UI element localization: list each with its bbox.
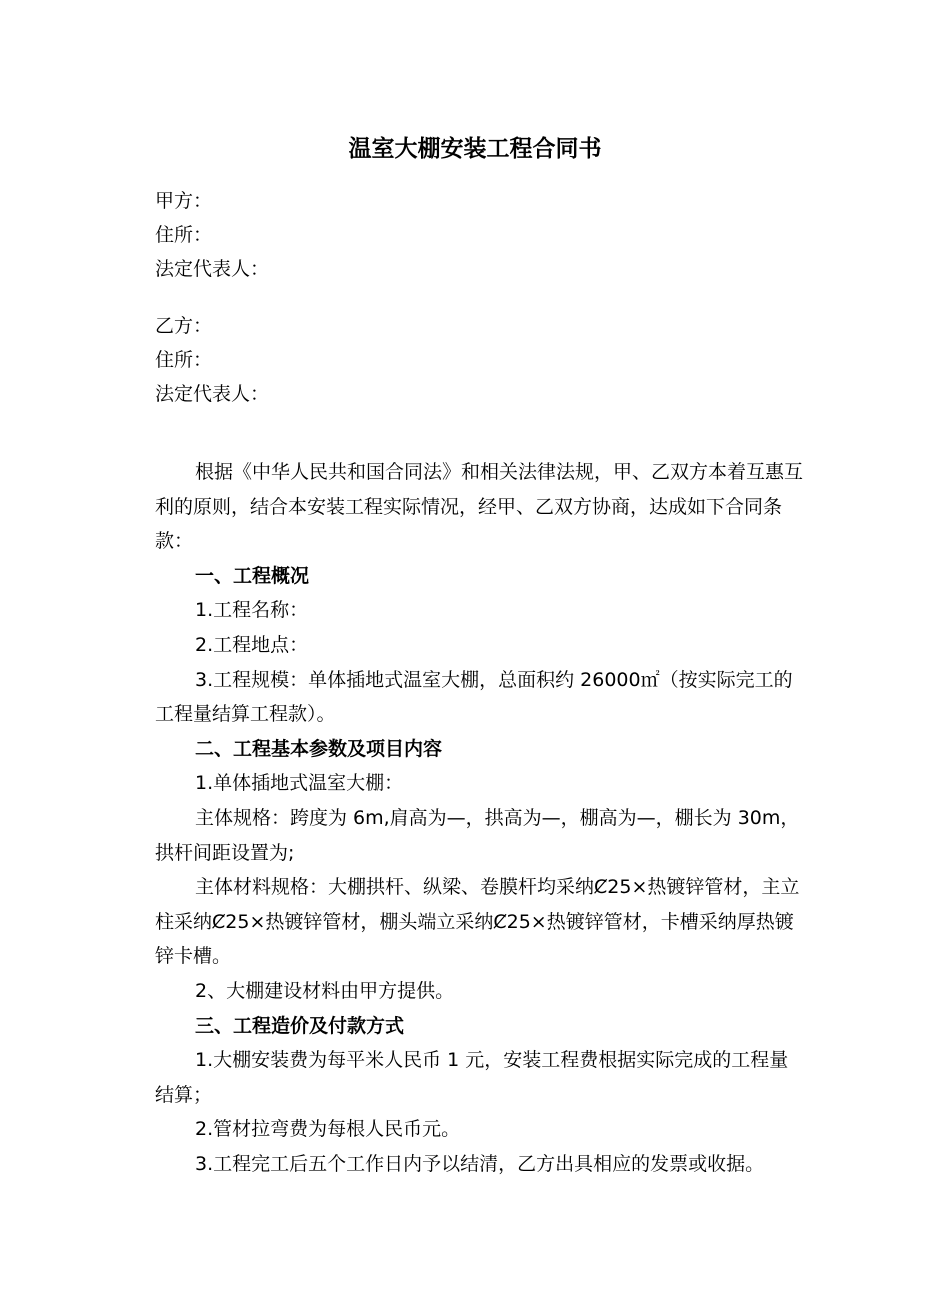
party-b-name-label: 乙方： (155, 315, 213, 337)
main-specification-paragraph: 主体规格：跨度为 6m,肩高为—，拱高为—，棚高为—，棚长为 30m，拱杆间距设置为; (155, 806, 800, 864)
project-name-item: 1.工程名称： (195, 599, 309, 622)
material-specification-paragraph: 主体材料规格：大棚拱杆、纵梁、卷膜杆均采纳Ȼ25×热镀锌管材，主立柱采纳Ȼ25×热镀锌管材，棚头端立采纳Ȼ25×热镀锌管材，卡槽采纳厚热镀锌卡槽。 (155, 876, 800, 968)
section-heading-payment: 三、工程造价及付款方式 (195, 1014, 405, 1037)
pipe-bending-fee-item: 2.管材拉弯费为每根人民币元。 (195, 1118, 461, 1141)
party-a-name-label: 甲方： (155, 190, 213, 212)
settlement-item: 3.工程完工后五个工作日内予以结清，乙方出具相应的发票或收据。 (195, 1152, 765, 1175)
party-a-address-label: 住所： (155, 224, 213, 246)
project-location-item: 2.工程地点： (195, 633, 309, 656)
material-supply-item: 2、大棚建设材料由甲方提供。 (195, 979, 455, 1002)
party-b-representative-label: 法定代表人： (155, 383, 270, 405)
party-b-address-label: 住所： (155, 349, 213, 371)
project-scale-item: 3.工程规模：单体插地式温室大棚，总面积约 26000㎡（按实际完工的工程量结算工程款）。 (155, 668, 793, 726)
section-heading-parameters: 二、工程基本参数及项目内容 (195, 737, 443, 760)
section-heading-overview: 一、工程概况 (195, 564, 310, 587)
intro-paragraph: 根据《中华人民共和国合同法》和相关法律法规，甲、乙双方本着互惠互利的原则，结合本安装工程实际情况，经甲、乙双方协商，达成如下合同条款： (155, 461, 804, 553)
installation-fee-item: 1.大棚安装费为每平米人民币 1 元，安装工程费根据实际完成的工程量结算； (155, 1049, 789, 1106)
document-title: 温室大棚安装工程合同书 (348, 135, 602, 162)
greenhouse-type-item: 1.单体插地式温室大棚： (195, 772, 404, 795)
contract-body (155, 455, 805, 1181)
party-a-representative-label: 法定代表人： (155, 258, 270, 280)
